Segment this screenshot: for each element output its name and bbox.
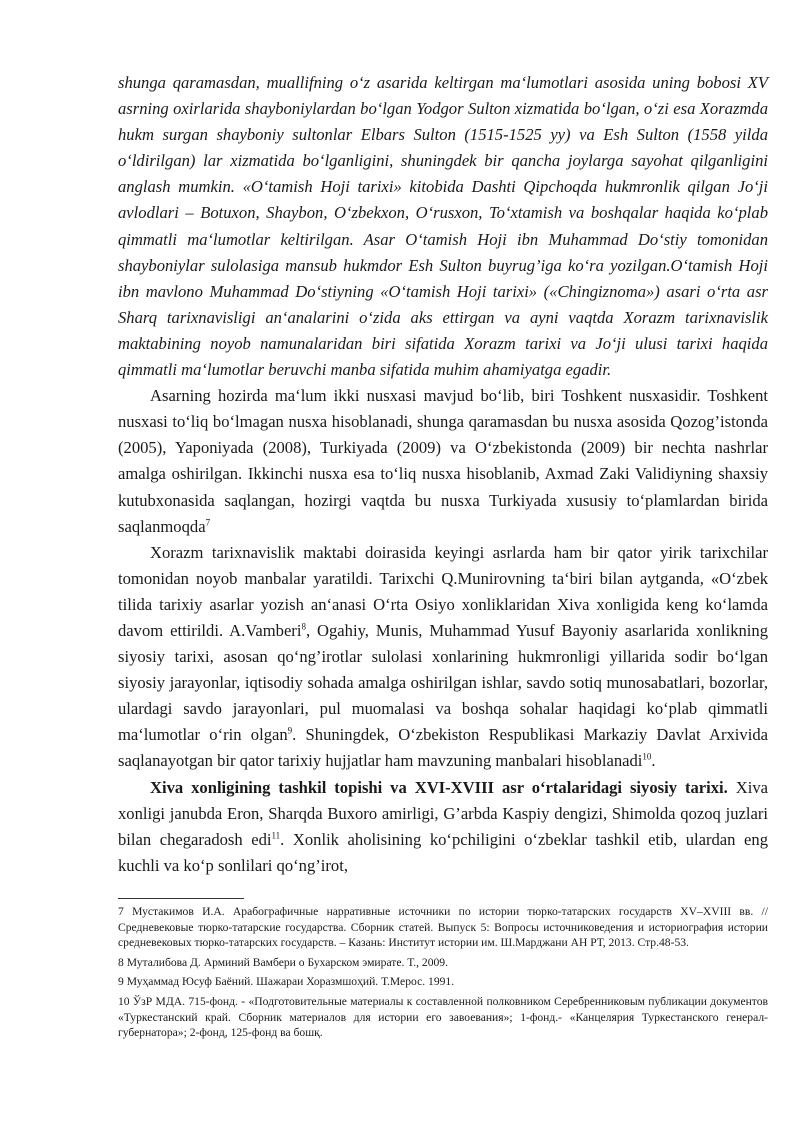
footnote-8: 8 Муталибова Д. Арминий Вамбери о Бухарском эмирате. Т., 2009.	[118, 955, 448, 969]
paragraph-khorezm-school	[118, 540, 768, 775]
footnote-separator	[118, 898, 244, 899]
paragraph-text: . Shuningdek, O‘zbekiston Respublikasi Markaziy Davlat Arxivida saqlanayotgan bir qator tarixiy hujjatlar ham mavzuning manbalari hisoblanadi	[118, 725, 768, 771]
paragraph-text: . Xonlik aholisining ko‘pchiligini o‘zbeklar tashkil etib, ulardan eng kuchli va ko‘p sonlilari qo‘ng’irot,	[118, 829, 768, 875]
paragraph-text: Xiva xonligi janubda Eron, Sharqda Buxoro amirligi, G’arbda Kaspiy dengizi, Shimolda qozoq juzlari bilan chegaradosh edi	[118, 777, 768, 849]
intro-paragraph: shunga qaramasdan, muallifning o‘z asarida keltirgan ma‘lumotlari asosida uning bobosi XV asrning oxirlarida shayboniylardan bo‘lgan Yodgor Sulton xizmatida bo‘lgan, o‘zi esa Xorazmda hukm surgan shayboniy sultonlar Elbars Sulton (1515-1525 yy) va Esh Sulton (1558 yilda o‘ldirilgan) lar xizmatida bo‘lganligini, shuningdek bir qancha joylarga sayohat qilganligini anglash mumkin. «O‘tamish Hoji tarixi» kitobida Dashti Qipchoqda hukmronlik qilgan Jo‘ji avlodlari – Botuxon, Shaybon, O‘zbekxon, O‘rusxon, To‘xtamish va boshqalar haqida ko‘plab qimmatli ma‘lumotlar keltirilgan. Asar O‘tamish Hoji ibn Muhammad Do‘stiy tomonidan shayboniylar sulolasiga mansub hukmdor Esh Sulton buyrug’iga ko‘ra yozilgan.O‘tamish Hoji ibn mavlono Muhammad Do‘stiyning «O‘tamish Hoji tarixi» («Chingiznoma») asari o‘rta asr Sharq tarixnavisligi an‘analarini o‘zida aks ettirgan va ayni vaqtda Xorazm tarixnavislik maktabining noyob namunalaridan biri sifatida Xorazm tarixi va Jo‘ji ulusi tarixi haqida qimmatli ma‘lumotlar beruvchi manba sifatida muhim ahamiyatga egadir.	[118, 73, 768, 380]
footnote-7: 7 Мустакимов И.А. Арабографичные нарративные источники по истории тюрко-татарских государств XV–XVIII вв. // Средневековые тюрко-татарские государства. Сборник статей. Выпуск 5: Вопросы источниковедения и историография истории средневековых тюрко-татарских государств. – Казань: Институт истории им. Ш.Марджани АН РТ, 2013. Стр.48-53.	[118, 905, 768, 950]
footnote-ref-9[interactable]: 9	[287, 725, 293, 736]
paragraph-text: Xorazm tarixnavislik maktabi doirasida keyingi asrlarda ham bir qator yirik tarixchilar tomonidan noyob manbalar yaratildi. Tarixchi Q.Munirovning ta‘biri bilan aytganda, «O‘zbek tilida tarixiy asarlar yozish an‘anasi O‘rta Osiyo xonliklaridan Xiva xonligida keng ko‘lamda davom ettirildi. A.Vamberi	[118, 542, 768, 640]
footnotes	[118, 904, 768, 1045]
footnote-ref-10[interactable]: 10	[642, 751, 652, 762]
footnote-ref-7[interactable]: 7	[205, 517, 211, 528]
paragraph-text: , Ogahiy, Munis, Muhammad Yusuf Bayoniy asarlarida xonlikning siyosiy tarixi, asosan qo‘ng’irotlar sulolasi xonlarining hukmronligi yillarida sodir bo‘lgan siyosiy jarayonlar, iqtisodiy sohada amalga oshirilgan ishlar, savdo sotiq munosabatlari, bozorlar, ulardagi savdo jarayonlari, pul muomalasi va boshqa sohalar haqidagi ko‘plab qimmatli ma‘lumotlar o‘rin olgan	[118, 620, 769, 745]
main-text	[118, 70, 768, 879]
footnote-ref-11[interactable]: 11	[271, 830, 281, 841]
footnote-9: 9 Муҳаммад Юсуф Баёний. Шажараи Хоразмшоҳий. Т.Мерос. 1991.	[118, 975, 455, 989]
footnote-ref-8[interactable]: 8	[301, 621, 306, 632]
paragraph-text: .	[651, 751, 656, 771]
paragraph-khiva-khanate	[118, 775, 768, 879]
paragraph-manuscripts	[118, 383, 768, 540]
footnote-10: 10 ЎзР МДА. 715-фонд. - «Подготовительные материалы к составленной полковником Серебренниковым публикации документов «Туркестанский край. Сборник материалов для истории его завоевания»; 1-фонд.- «Канцелярия Туркестанского генерал-губернатора»; 2-фонд, 125-фонд ва бошқ.	[118, 994, 768, 1040]
paragraph-text: Asarning hozirda ma‘lum ikki nusxasi mavjud bo‘lib, biri Toshkent nusxasidir. Toshkent nusxasi to‘liq bo‘lmagan nusxa hisoblanadi, shunga qaramasdan bu nusxa asosida Qozog’istonda (2005), Yaponiyada (2008), Turkiyada (2009) va O‘zbekistonda (2009) bir nechta nashrlar amalga oshirilgan. Ikkinchi nusxa esa to‘liq nusxa hisoblanib, Axmad Zaki Validiyning shaxsiy kutubxonasida saqlangan, hozirgi vaqtda bu nusxa Turkiyada xususiy to‘plamlardan birida saqlanmoqda	[118, 386, 768, 536]
section-heading: Xiva xonligining tashkil topishi va XVI-XVIII asr o‘rtalaridagi siyosiy tarixi.	[150, 777, 728, 797]
